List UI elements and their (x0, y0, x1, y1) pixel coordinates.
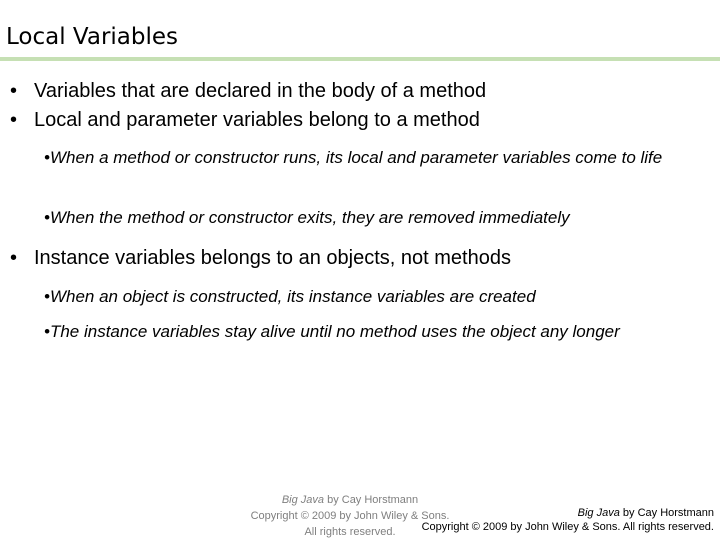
footer-book-line (250, 492, 450, 508)
sub-bullet-item: •When the method or constructor exits, they are removed immediately (44, 208, 570, 227)
sub-bullet-item: •The instance variables stay alive until no method uses the object any longer (44, 322, 620, 341)
sub-bullet-item: •When a method or constructor runs, its local and parameter variables come to life (44, 148, 663, 167)
bullet-text: Instance variables belongs to an objects, not methods (34, 247, 511, 269)
bullet-text: Local and parameter variables belong to a method (34, 109, 480, 131)
bullet-marker: • (10, 80, 18, 102)
footer-copyright: Copyright © 2009 by John Wiley & Sons. All rights reserved. (421, 521, 714, 533)
footer-book-line (422, 506, 714, 520)
title-underline (0, 57, 720, 61)
book-title: Big Java (577, 507, 620, 519)
footer (422, 506, 714, 534)
sub-bullet-item: •When an object is constructed, its instance variables are created (44, 287, 536, 306)
bullet-text: Variables that are declared in the body of a method (34, 80, 487, 102)
slide-title: Local Variables (6, 24, 179, 50)
footer-copyright: Copyright © 2009 by John Wiley & Sons. (250, 510, 450, 522)
footer-rights: All rights reserved. (304, 526, 396, 538)
bullet-marker: • (10, 247, 18, 269)
book-author: by Cay Horstmann (619, 507, 714, 519)
bullet-marker: • (10, 109, 18, 131)
book-title: Big Java (281, 494, 325, 506)
footer-faded (250, 492, 450, 540)
book-author: by Cay Horstmann (324, 494, 419, 506)
